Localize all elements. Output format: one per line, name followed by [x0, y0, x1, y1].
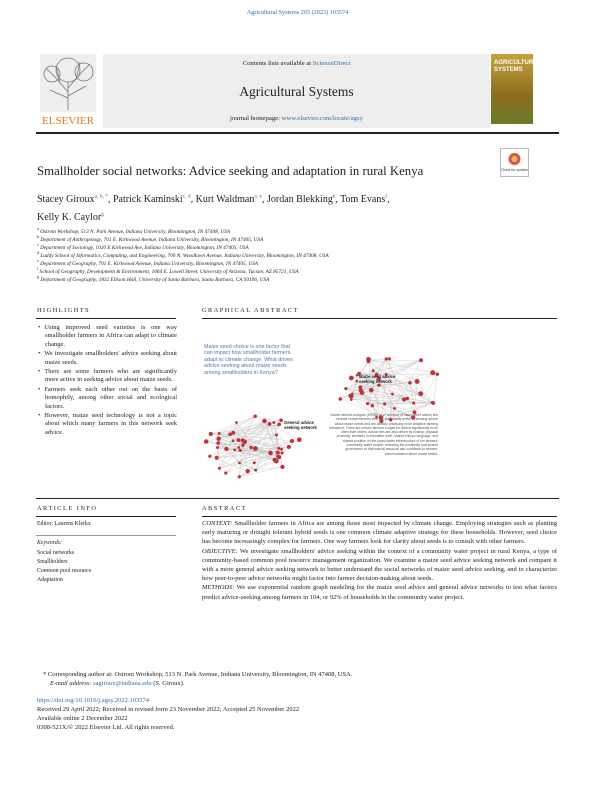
publisher-name: ELSEVIER [42, 115, 94, 127]
maize-network-label: Maize seed advice seeking network [359, 374, 396, 384]
email-line: E-mail address: sagiroux@indiana.edu (S. Giroux). [50, 680, 185, 687]
network-node [297, 437, 302, 442]
header-rule [36, 132, 559, 134]
network-node [412, 401, 415, 404]
journal-cover [491, 54, 542, 124]
section-rule [36, 498, 559, 499]
email-link[interactable]: sagiroux@indiana.edu [93, 680, 152, 687]
network-node [237, 446, 240, 449]
keywords-label: Keywords: [37, 540, 62, 546]
network-node [237, 438, 241, 442]
network-node [419, 358, 423, 362]
highlight-item: • Farmers seek each other out on the basis of homophily, among other social and ecological factors. [37, 386, 177, 411]
network-node [388, 357, 391, 360]
network-node [435, 372, 439, 376]
network-node [231, 431, 235, 435]
journal-title: Agricultural Systems [239, 84, 354, 99]
network-edge [371, 390, 433, 403]
network-node [280, 465, 284, 469]
network-node [372, 369, 375, 372]
network-node [432, 401, 435, 404]
network-node [344, 387, 347, 390]
network-edge [245, 421, 265, 442]
homepage-line [103, 115, 490, 122]
network-node [277, 447, 280, 450]
network-node [276, 451, 280, 455]
network-node [359, 388, 363, 392]
network-node [287, 445, 291, 449]
network-node [366, 357, 371, 362]
network-node [393, 407, 396, 410]
network-node [253, 461, 256, 464]
network-node [351, 393, 354, 396]
keyword: Adaptation [37, 577, 63, 583]
author[interactable]: Stacey Giroux$^{a, b, *}$, [37, 194, 113, 206]
article-info-heading: ARTICLE INFO [37, 505, 98, 512]
network-node [232, 439, 235, 442]
network-node [355, 380, 358, 383]
highlight-item: • However, maize seed technology is not a topic about which many farmers in this network seek advice. [37, 412, 177, 437]
network-node [238, 475, 241, 478]
network-node [209, 432, 213, 436]
keyword: Common pool resource [37, 568, 92, 574]
abstract-methods: METHODS: We use exponential random graph modeling for the maize seed advice and general advice networks to test what factors predict advice-seeking among farmers in 104, or 92% of households in the community water project. [202, 584, 557, 601]
received-dates: Received 29 April 2022; Received in revised form 23 November 2022; Accepted 25 November 2022 [37, 706, 300, 713]
affiliation: $^e$ Department of Geography, 701 E. Kirkwood Avenue, Indiana University, Bloomington, IN 47405, USA [37, 258, 259, 267]
abstract-objective: OBJECTIVE: We investigate smallholders' advice seeking within the context of a community water project in rural Kenya, a type of community-based common pool resource management organization. We examine a maize seed advice seeking network and compare it with a more general advice seeking network to better understand the social networks of maize seed advice seeking, and to characterize how peer-to-peer advice networks might factor into farmer decision-making about seeds. [202, 547, 557, 583]
network-node [216, 436, 220, 440]
corresponding-footnote: * Corresponding author at: Ostrom Workshop, 513 N. Park Avenue, Indiana University, Bloomington, IN 47408, USA. [43, 671, 353, 678]
network-node [418, 391, 423, 396]
affiliation: $^d$ Luddy School of Informatics, Computing, and Engineering, 700 N. Woodlawn Avenue, Indiana University, Bloomington, IN 47408, USA [37, 250, 329, 259]
network-node [254, 469, 257, 472]
contents-prefix: Contents lists available at [242, 60, 313, 67]
copyright: 0308-521X/© 2022 Elsevier Ltd. All rights reserved. [37, 724, 175, 731]
journal-header [103, 54, 490, 128]
author[interactable]: Kurt Waldman$^{a, e}$, [195, 194, 267, 206]
network-node [349, 376, 354, 381]
network-node [242, 439, 247, 444]
network-node [249, 446, 252, 449]
affiliation: $^f$ School of Geography, Development & Environment, 1064 E. Lowell Street, University of Arizona, Tucson, AZ 85721, USA [37, 266, 299, 275]
network-node [253, 415, 256, 418]
homepage-prefix: journal homepage: [230, 115, 282, 122]
network-edge [415, 381, 418, 412]
affiliation: $^g$ Department of Geography, 1832 Ellison Hall, University of Santa Barbara, Santa Barbara, CA 93106, USA [37, 274, 270, 283]
doi-link[interactable]: https://doi.org/10.1016/j.agsy.2022.103574 [37, 697, 149, 704]
general-network-label: General advice seeking network [284, 420, 317, 430]
network-node [277, 422, 281, 426]
network-node [408, 381, 412, 385]
highlights-rule [36, 318, 176, 319]
abstract-rule [202, 516, 557, 517]
abstract-body [202, 519, 557, 602]
highlight-item: • We investigate smallholders' advice seeking about maize seeds. [37, 350, 177, 367]
graphical-abstract-paragraph: Social network analysis (ERGM or p* models) of maize seed advice ties reveals certain farmers who are particularly active in seeking advice about maize seeds and are already practicing more adaptive farming behaviors. There are certain farmers sought for advice significantly more often than others. Advice ties are also driven by kinship, physical proximity, similarity in education level, shared Kikuyu language, and shared position on the piped water infrastructure of the farmers' community water project, reflecting the possibility that shared governance of that natural resource can contribute to farmers' communication about maize seeds. [329, 413, 438, 456]
network-node [208, 455, 211, 458]
network-node [224, 447, 228, 451]
network-node [224, 471, 227, 474]
network-node [369, 388, 374, 393]
network-node [268, 451, 273, 456]
highlights-heading: HIGHLIGHTS [37, 307, 91, 314]
elsevier-logo [36, 52, 100, 128]
check-updates-button[interactable] [500, 148, 529, 177]
network-node [216, 446, 219, 449]
network-node [280, 448, 283, 451]
affiliation: $^c$ Department of Sociology, 1020 E Kirkwood Ave, Indiana University, Bloomington, IN 47405, USA [37, 242, 249, 251]
graphical-abstract-rule [202, 318, 557, 319]
highlights-list [37, 324, 177, 438]
author[interactable]: Jordan Blekking$^e$, [267, 194, 341, 206]
network-node [383, 402, 386, 405]
author[interactable]: Patrick Kaminski$^{c, d}$, [112, 194, 196, 206]
article-info-rule [36, 516, 176, 517]
cover-text: AGRICULTURAL SYSTEMS [494, 60, 542, 73]
network-edge [433, 374, 437, 403]
network-node [204, 439, 208, 443]
network-node [238, 462, 241, 465]
author-list [37, 190, 507, 225]
network-node [371, 404, 374, 407]
network-node [339, 397, 343, 401]
network-node [245, 469, 249, 473]
network-node [391, 393, 394, 396]
affiliation: $^a$ Ostrom Workshop, 513 N. Park Avenue, Indiana University, Bloomington, IN 47408, USA [37, 226, 231, 235]
network-node [279, 418, 283, 422]
network-edge [219, 416, 255, 433]
network-node [262, 419, 267, 424]
network-node [277, 455, 281, 459]
graphical-abstract-heading: GRAPHICAL ABSTRACT [202, 307, 299, 314]
network-node [275, 433, 278, 436]
keyword: Smallholders [37, 559, 68, 565]
abstract-heading: ABSTRACT [202, 505, 247, 512]
network-node [290, 439, 294, 443]
journal-citation[interactable]: Agricultural Systems 205 (2023) 103574 [246, 9, 349, 16]
check-updates-label: Check for updates [501, 168, 528, 172]
network-node [218, 467, 221, 470]
network-node [430, 370, 435, 375]
network-node [385, 357, 388, 360]
network-edge [359, 361, 368, 373]
keyword: Social networks [37, 550, 75, 556]
graphical-abstract [202, 332, 557, 497]
highlight-item: • Using improved seed varieties is one way smallholder farmers in Africa can adapt to climate change. [37, 324, 177, 349]
online-date: Available online 2 December 2022 [37, 715, 128, 722]
network-node [218, 432, 221, 435]
author[interactable]: Tom Evans$^f$, [340, 194, 390, 206]
graphical-abstract-question: Maize seed choice is one factor that can impact how smallholder farmers adapt to climate change. What drives advice seeking about maize seeds among smallholders in Kenya? [204, 344, 293, 376]
network-node [281, 451, 284, 454]
editor: Editor: Laurens Klerkx [37, 521, 91, 527]
abstract-context: CONTEXT: Smallholder farmers in Africa are among those most impacted by climate change. Employing strategies such as planting early maturing or drought tolerant hybrid seeds is one common climate adaptive strategy for these households. However, seed choice has become increasingly complex for farmers. One way farmers look for clarity about seeds is to consult with other farmers. [202, 520, 557, 546]
author[interactable]: Kelly K. Caylor$^g$ [37, 211, 104, 223]
contents-line [103, 60, 490, 67]
network-node [366, 402, 369, 405]
network-node [215, 456, 219, 460]
network-node [239, 449, 242, 452]
network-node [272, 458, 276, 462]
network-node [235, 421, 238, 424]
network-node [402, 397, 406, 401]
network-edge [415, 403, 433, 413]
network-node [253, 446, 258, 451]
affiliation: $^b$ Department of Anthropology, 701 E. Kirkwood Avenue, Indiana University, Bloomington, IN 47405, USA [37, 234, 264, 243]
sciencedirect-link[interactable]: ScienceDirect [312, 60, 351, 67]
network-node [268, 422, 272, 426]
network-node [415, 379, 420, 384]
network-node [233, 449, 236, 452]
network-node [272, 421, 275, 424]
homepage-link[interactable]: www.elsevier.com/locate/agsy [281, 115, 363, 122]
highlight-item: • There are some farmers who are significantly more active in seeking advice about maize seeds. [37, 368, 177, 385]
network-node [350, 398, 353, 401]
network-node [216, 441, 220, 445]
article-title: Smallholder social networks: Advice seeking and adaptation in rural Kenya [37, 164, 424, 178]
